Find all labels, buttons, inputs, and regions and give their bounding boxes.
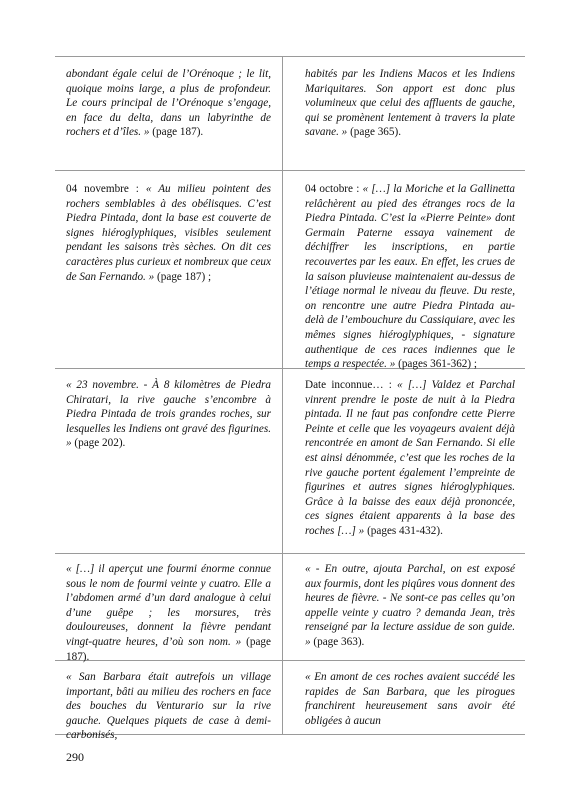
quote-text: « 23 novembre. - À 8 kilomètres de Piedra Chiratari, la rive gauche s’encombre à Piedra Pintada de trois grandes roches, sur lesquelles les Indiens ont gravé des figurines. » xyxy=(66,379,271,450)
quote-text: « Au milieu pointent des rochers semblables à des obélisques. C’est Piedra Pintada, dont la base est couverte de signes hiéroglyphiques, visibles seulement pendant les saisons très sèches. On dit ces caractères plus curieux et nombreux que ceux de San Fernando. » xyxy=(66,183,271,283)
page-ref: (page 365). xyxy=(347,126,402,139)
cell-right xyxy=(305,670,515,728)
cell-left xyxy=(66,67,271,140)
page-ref: (page 363). xyxy=(310,635,365,648)
date-label: Date inconnue… : xyxy=(305,379,398,391)
page-ref: (page 187). xyxy=(66,635,271,663)
cell-right xyxy=(305,182,515,372)
quote-text: habités par les Indiens Macos et les Indiens Mariquitares. Son apport est donc plus volumineux que celui des affluents de gauche, qui se promènent lentement à travers la plate savane. » xyxy=(305,68,515,139)
cell-left xyxy=(66,182,271,284)
page-ref: (page 202). xyxy=(71,437,126,450)
quote-text: « […] Valdez et Parchal vinrent prendre le poste de nuit à la Piedra pintada. Il ne faut pas confondre cette Pierre Peinte et celle que les voyageurs avaient déjà rencontrée en amont de San Fernando. Si elle est ainsi dénommée, c’est que les roches de la rive gauche portent également l’empreinte de figurines et autres signes hiéroglyphiques. Grâce à la baisse des eaux déjà prononcée, ces signes étaient apparents à la base des roches […] » xyxy=(305,379,515,537)
table-rule xyxy=(55,56,525,57)
quote-text: abondant égale celui de l’Orénoque ; le lit, quoique moins large, a plus de profondeur. Le cours principal de l’Orénoque s’engage, en face du delta, dans un labyrinthe de rochers et d’îles. » xyxy=(66,68,271,139)
cell-right xyxy=(305,67,515,140)
cell-left xyxy=(66,562,271,664)
cell-right xyxy=(305,378,515,539)
page-number: 290 xyxy=(66,750,84,764)
page-ref: (page 187) ; xyxy=(154,270,212,283)
column-divider xyxy=(282,56,283,734)
quote-text: « […] la Moriche et la Gallinetta relâchèrent au pied des étranges rocs de la Piedra Pintada. C’est la «Pierre Peinte» dont Germain Paterne essaya vainement de déchiffrer les inscriptions, en partie recouvertes par les eaux. En effet, les crues de la saison pluvieuse maintenaient au-dessus de l’étiage normal le niveau du fleuve. Du reste, on rencontre une autre Piedra Pintada au-delà de l’embouchure du Cassiquiare, avec les mêmes signes hiéroglyphiques, - signature authentique de ces races indiennes que le temps a respectée. » xyxy=(305,183,515,371)
quote-text: « En amont de ces roches avaient succédé les rapides de San Barbara, que les pirogues franchirent heureusement sans avoir été obligées à aucun xyxy=(305,671,515,727)
date-label: 04 octobre : xyxy=(305,183,363,195)
date-label: 04 novembre : xyxy=(66,183,146,195)
cell-right xyxy=(305,562,515,650)
cell-left xyxy=(66,378,271,451)
quote-text: « San Barbara était autrefois un village important, bâti au milieu des rochers en face des bouches du Venturario sur la rive gauche. Quelques piquets de case à demi-carbonisés, xyxy=(66,671,271,742)
table-rule xyxy=(55,170,525,171)
table-rule xyxy=(55,553,525,554)
page-ref: (pages 361-362) ; xyxy=(395,358,478,371)
cell-left xyxy=(66,670,271,743)
quote-text: « - En outre, ajouta Parchal, on est exposé aux fourmis, dont les piqûres vous donnent des heures de fièvre. - Ne sont-ce pas celles qu’on appelle veinte y cuatro ? demanda Jean, très renseigné par la lecture assidue de son guide. » xyxy=(305,563,515,648)
quote-text: « […] il aperçut une fourmi énorme connue sous le nom de fourmi veinte y cuatro. Elle a l’abdomen armé d’un dard analogue à celui d’une guêpe ; les morsures, très douloureuses, donnent la fièvre pendant vingt-quatre heures, d’où son nom. » xyxy=(66,563,271,648)
page-ref: (pages 431-432). xyxy=(364,524,443,537)
page-ref: (page 187). xyxy=(149,126,204,139)
